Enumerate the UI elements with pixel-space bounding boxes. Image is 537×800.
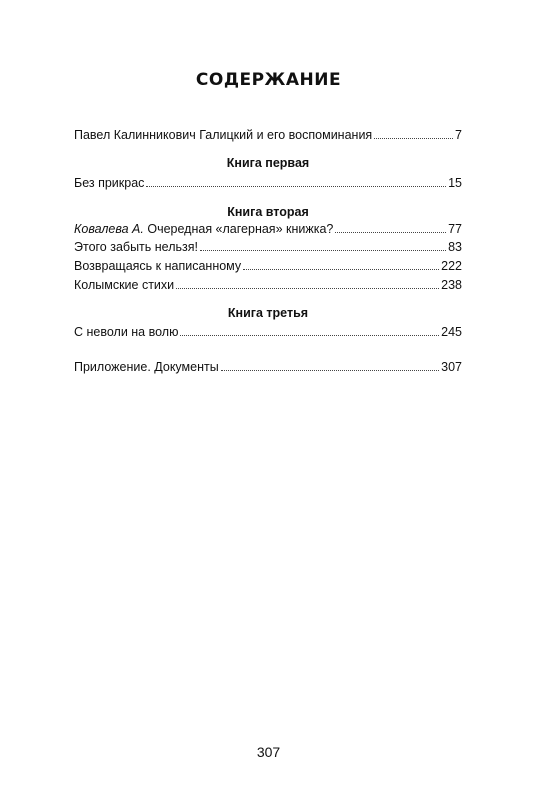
page-number-footer: 307 bbox=[256, 744, 281, 760]
toc-entry-title: Павел Калинникович Галицкий и его воспоминания bbox=[74, 128, 373, 142]
toc-page-number: 307 bbox=[441, 360, 462, 374]
dot-leader bbox=[200, 241, 446, 251]
toc-entry-kolymskie-stikhi[interactable] bbox=[74, 277, 462, 293]
toc-page-number: 245 bbox=[441, 325, 462, 339]
toc-entry-s-nevoli[interactable] bbox=[74, 324, 462, 340]
page-title: СОДЕРЖАНИЕ bbox=[195, 70, 342, 90]
toc-entry-appendix[interactable] bbox=[74, 359, 462, 375]
toc-entry-title bbox=[74, 221, 333, 237]
dot-leader bbox=[335, 223, 446, 233]
toc-entry-title: Приложение. Документы bbox=[74, 360, 219, 374]
dot-leader bbox=[243, 260, 439, 270]
toc-entry-intro[interactable] bbox=[74, 127, 462, 143]
toc-entry-title: С неволи на волю bbox=[74, 325, 179, 339]
dot-leader bbox=[374, 129, 453, 139]
dot-leader bbox=[146, 177, 446, 187]
dot-leader bbox=[221, 361, 439, 371]
book-three-heading: Книга третья bbox=[227, 306, 309, 320]
toc-entry-title: Этого забыть нельзя! bbox=[74, 240, 198, 254]
dot-leader bbox=[180, 326, 439, 336]
toc-page-number: 77 bbox=[448, 222, 462, 236]
toc-entry-title-text: Очередная «лагерная» книжка? bbox=[143, 222, 334, 236]
toc-page-number: 222 bbox=[441, 259, 462, 273]
book-two-heading: Книга вторая bbox=[227, 205, 309, 219]
toc-entry-title: Без прикрас bbox=[74, 176, 145, 190]
toc-page-number: 238 bbox=[441, 278, 462, 292]
toc-page-number: 83 bbox=[448, 240, 462, 254]
toc-entry-etogo-zabyt[interactable] bbox=[74, 239, 462, 255]
toc-entry-kovaleva[interactable] bbox=[74, 221, 462, 237]
book-one-heading: Книга первая bbox=[226, 156, 310, 170]
toc-entry-author: Ковалева А. bbox=[74, 222, 144, 236]
toc-entry-vozvrashchayas[interactable] bbox=[74, 258, 462, 274]
toc-page-number: 7 bbox=[455, 128, 462, 142]
toc-page-number: 15 bbox=[448, 176, 462, 190]
toc-entry-bez-prikras[interactable] bbox=[74, 175, 462, 191]
dot-leader bbox=[176, 279, 439, 289]
toc-entry-title: Возвращаясь к написанному bbox=[74, 259, 242, 273]
toc-entry-title: Колымские стихи bbox=[74, 278, 175, 292]
